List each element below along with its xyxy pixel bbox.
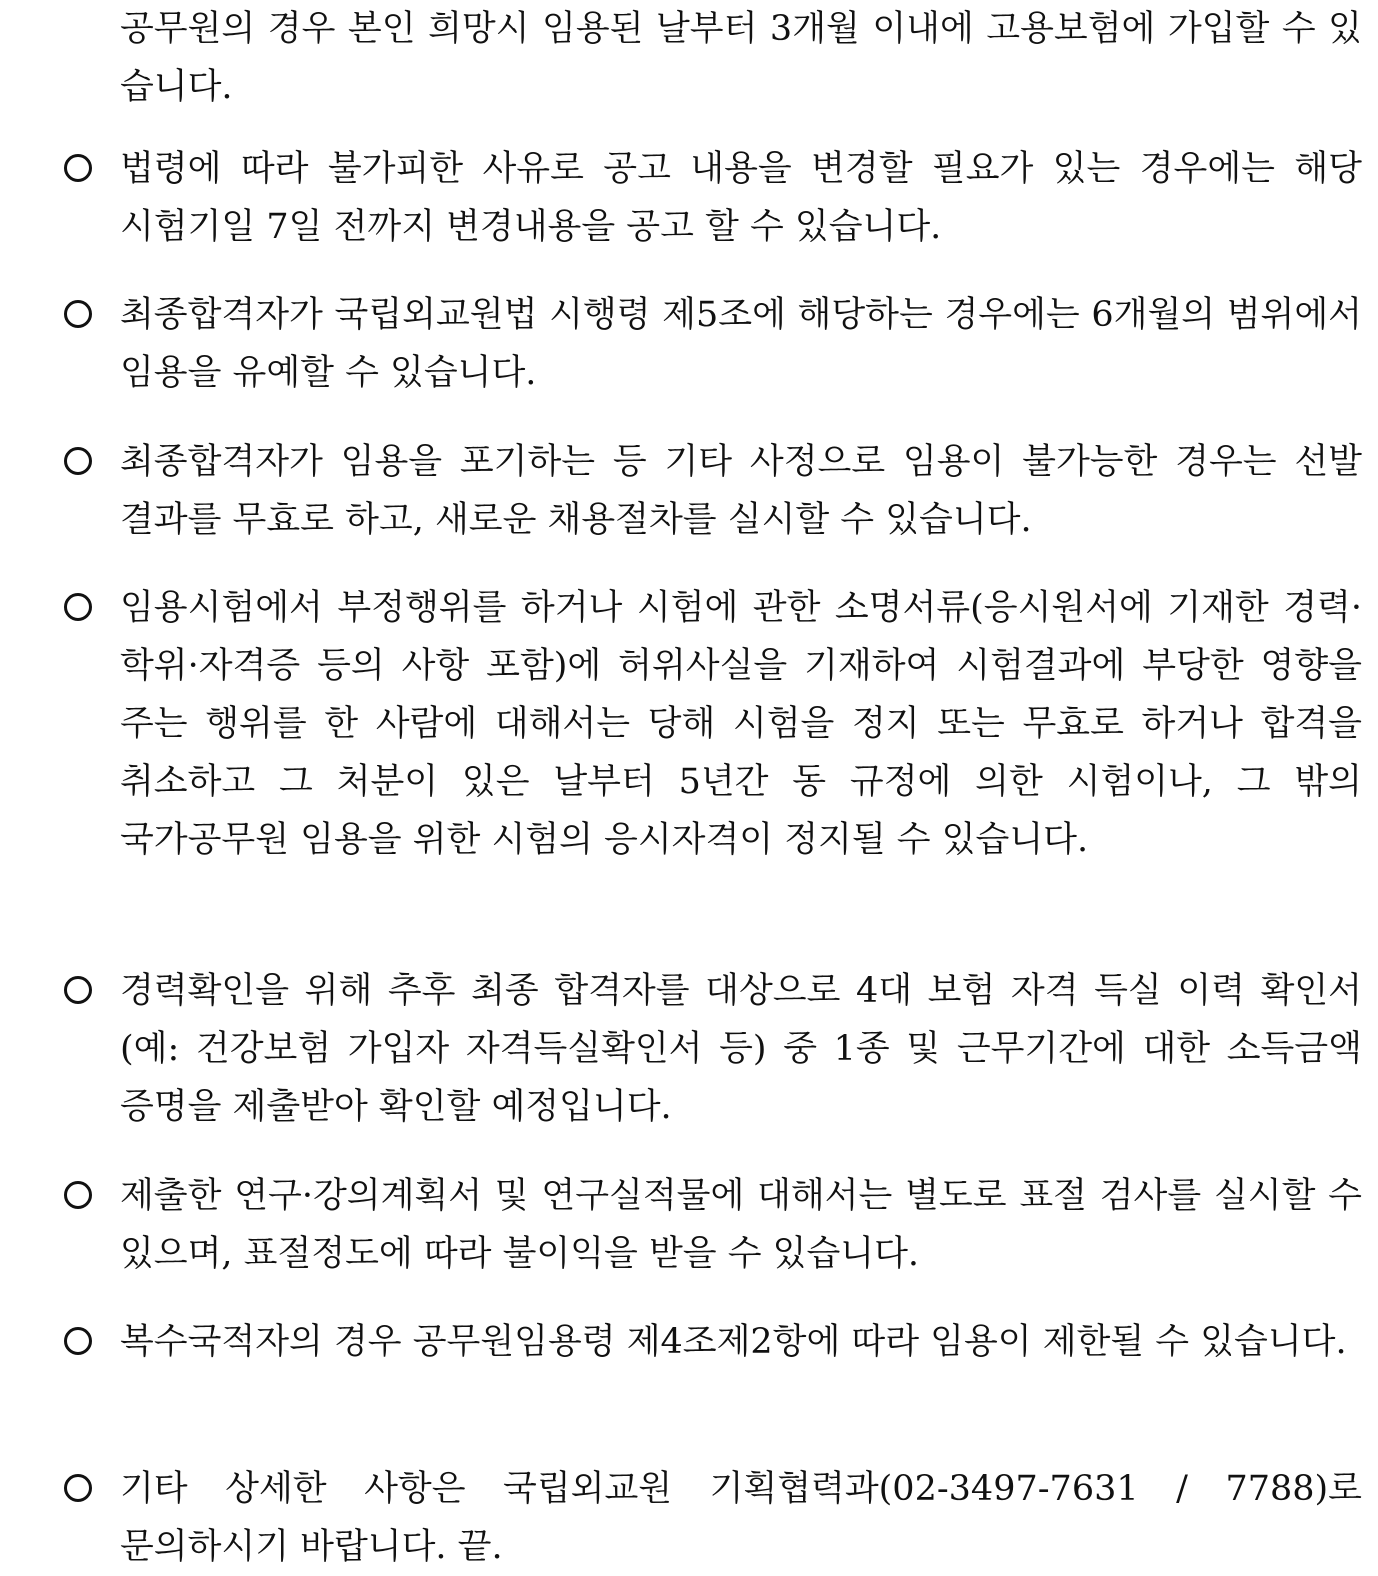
notice-text: 최종합격자가 임용을 포기하는 등 기타 사정으로 임용이 불가능한 경우는 선발 결과를 무효로 하고, 새로운 채용절차를 실시할 수 있습니다.	[120, 442, 1362, 540]
notice-item-6	[58, 1167, 1362, 1283]
notice-text: 임용시험에서 부정행위를 하거나 시험에 관한 소명서류(응시원서에 기재한 경력·학위·자격증 등의 사항 포함)에 허위사실을 기재하여 시험결과에 부당한 영향을 주는 행위를 한 사람에 대해서는 당해 시험을 정지 또는 무효로 하거나 합격을 취소하고 그 처분이 있은 날부터 5년간 동 규정에 의한 시험이나, 그 밖의 국가공무원 임용을 위한 시험의 응시자격이 정지될 수 있습니다.	[120, 588, 1362, 860]
notice-item-7	[58, 1313, 1362, 1371]
circle-bullet-icon	[64, 154, 92, 182]
circle-bullet-icon	[64, 447, 92, 475]
circle-bullet-icon	[64, 1181, 92, 1209]
notice-text: 경력확인을 위해 추후 최종 합격자를 대상으로 4대 보험 자격 득실 이력 확인서(예: 건강보험 가입자 자격득실확인서 등) 중 1종 및 근무기간에 대한 소득금액 증명을 제출받아 확인할 예정입니다.	[120, 971, 1362, 1127]
circle-bullet-icon	[64, 1327, 92, 1355]
notice-item-2	[58, 286, 1362, 402]
notice-item-1	[58, 140, 1362, 256]
notice-text: 법령에 따라 불가피한 사유로 공고 내용을 변경할 필요가 있는 경우에는 해당 시험기일 7일 전까지 변경내용을 공고 할 수 있습니다.	[120, 149, 1362, 247]
notice-item-4	[58, 579, 1362, 869]
circle-bullet-icon	[64, 1474, 92, 1502]
notice-item-3	[58, 433, 1362, 549]
notice-text: 복수국적자의 경우 공무원임용령 제4조제2항에 따라 임용이 제한될 수 있습니다.	[120, 1322, 1347, 1362]
notice-text: 기타 상세한 사항은 국립외교원 기획협력과(02-3497-7631 / 7788)로 문의하시기 바랍니다. 끝.	[120, 1469, 1362, 1567]
circle-bullet-icon	[64, 593, 92, 621]
notice-item-8	[58, 1460, 1362, 1576]
intro-paragraph: 공무원의 경우 본인 희망시 임용된 날부터 3개월 이내에 고용보험에 가입할 수 있습니다.	[120, 9, 1362, 107]
circle-bullet-icon	[64, 976, 92, 1004]
notice-text: 최종합격자가 국립외교원법 시행령 제5조에 해당하는 경우에는 6개월의 범위에서 임용을 유예할 수 있습니다.	[120, 295, 1362, 393]
notice-text: 제출한 연구·강의계획서 및 연구실적물에 대해서는 별도로 표절 검사를 실시할 수 있으며, 표절정도에 따라 불이익을 받을 수 있습니다.	[120, 1176, 1362, 1274]
circle-bullet-icon	[64, 300, 92, 328]
notice-item-5	[58, 962, 1362, 1136]
